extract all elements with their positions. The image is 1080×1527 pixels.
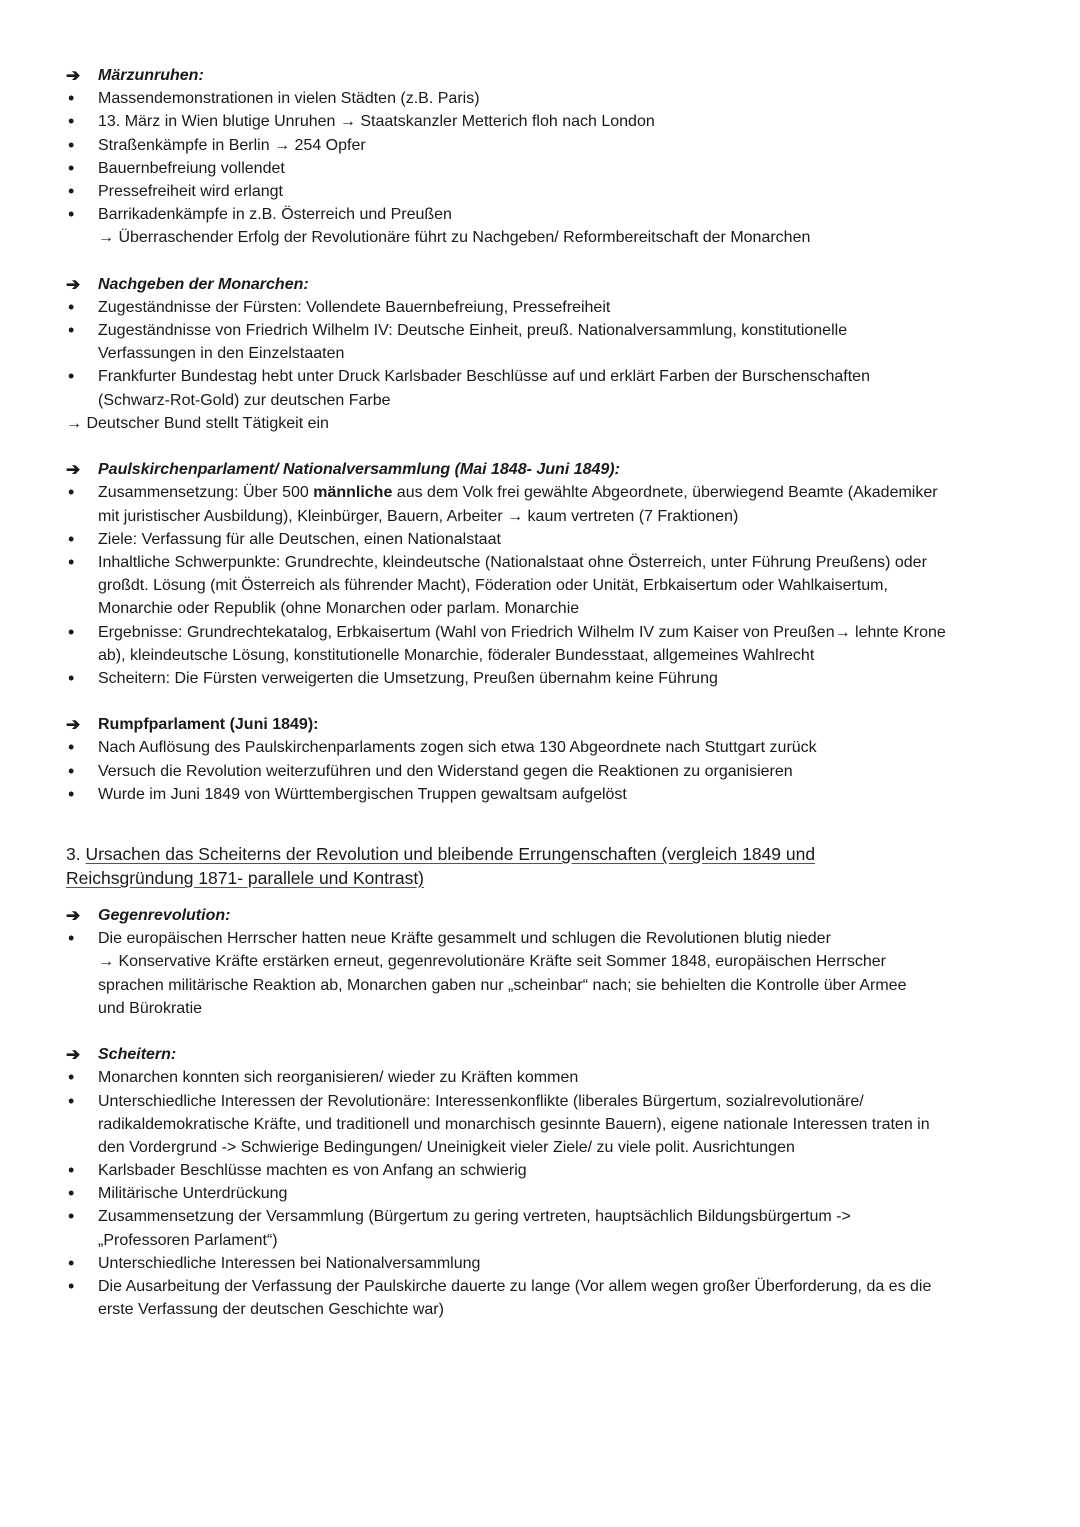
list-item-line	[66, 974, 1026, 997]
list-item-line	[66, 760, 1026, 783]
list-item-text: Nach Auflösung des Paulskirchenparlaments zogen sich etwa 130 Abgeordnete nach Stuttgart zurück	[98, 739, 817, 757]
arrow-right-icon	[66, 458, 80, 481]
list-item-line	[66, 1205, 1026, 1228]
arrow-right-icon	[66, 64, 80, 87]
text-segment: Zusammensetzung: Über 500	[98, 484, 314, 502]
bullet-icon	[68, 528, 74, 552]
list-item	[66, 1252, 1026, 1275]
list-item-line	[66, 180, 1026, 203]
list-item-text: großdt. Lösung (mit Österreich als führender Macht), Föderation oder Unität, Erbkaisertum oder Wahlkaisertum,	[98, 577, 888, 595]
list-item	[66, 528, 1026, 551]
list-item-text: den Vordergrund -> Schwierige Bedingungen/ Uneinigkeit vieler Ziele/ zu viele polit. Ausrichtungen	[98, 1138, 795, 1156]
chapter-title-text: Reichsgründung 1871- parallele und Kontrast)	[66, 868, 425, 888]
list-item	[66, 110, 1026, 133]
text-segment: aus dem Volk frei gewählte Abgeordnete, überwiegend Beamte (Akademiker	[392, 484, 938, 502]
list-item	[66, 296, 1026, 319]
list-item	[66, 1090, 1026, 1160]
bullet-icon	[68, 667, 74, 691]
chapter-title-text: Ursachen das Scheiterns der Revolution und bleibende Errungenschaften (vergleich 1849 und	[85, 844, 816, 864]
list-item-text: Bauernbefreiung vollendet	[98, 159, 285, 177]
list-item-text: Zugeständnisse der Fürsten: Vollendete Bauernbefreiung, Pressefreiheit	[98, 298, 611, 316]
list-item-text: → Überraschender Erfolg der Revolutionäre führt zu Nachgeben/ Reformbereitschaft der Monarchen	[98, 229, 811, 247]
list-item-text: Monarchie oder Republik (ohne Monarchen oder parlam. Monarchie	[98, 600, 580, 618]
list-item-line	[66, 1066, 1026, 1089]
list-item-line	[66, 203, 1026, 226]
list-item	[66, 551, 1026, 621]
bullet-icon	[68, 296, 74, 320]
list-item	[66, 203, 1026, 249]
list-item	[66, 667, 1026, 690]
list-item-line	[66, 481, 1026, 504]
bullet-icon	[68, 1182, 74, 1206]
list-item-line	[66, 528, 1026, 551]
section-heading	[66, 713, 1026, 736]
bullet-icon	[68, 621, 74, 645]
list-item-text: Monarchen konnten sich reorganisieren/ wieder zu Kräften kommen	[98, 1069, 579, 1087]
list-item-line	[66, 342, 1026, 365]
chapter-heading	[66, 842, 1026, 890]
bullet-icon	[68, 1205, 74, 1229]
list-item-text: mit juristischer Ausbildung), Kleinbürger, Bauern, Arbeiter → kaum vertreten (7 Fraktionen)	[98, 507, 739, 525]
arrow-right-icon	[66, 713, 80, 736]
bullet-icon	[68, 134, 74, 158]
list-item-line	[66, 574, 1026, 597]
list-item-text: Zusammensetzung der Versammlung (Bürgertum zu gering vertreten, hauptsächlich Bildungsbürgertum ->	[98, 1208, 851, 1226]
arrow-right-icon	[66, 273, 80, 296]
list-item-text: (Schwarz-Rot-Gold) zur deutschen Farbe	[98, 391, 391, 409]
list-item	[66, 621, 1026, 667]
list-item-line	[66, 134, 1026, 157]
chapter-title-line	[66, 866, 1026, 890]
list-item-line	[66, 997, 1026, 1020]
list-item-text: sprachen militärische Reaktion ab, Monarchen gaben nur „scheinbar“ nach; sie behielten die Kontrolle über Armee	[98, 976, 907, 994]
arrow-right-icon	[66, 1043, 80, 1066]
list-item-line	[66, 551, 1026, 574]
bullet-icon	[68, 203, 74, 227]
list-item-text: Wurde im Juni 1849 von Württembergischen Truppen gewaltsam aufgelöst	[98, 785, 627, 803]
list-item-text: Barrikadenkämpfe in z.B. Österreich und Preußen	[98, 206, 452, 224]
list-item	[66, 927, 1026, 1020]
section-heading	[66, 458, 1026, 481]
topic-section	[66, 713, 1026, 806]
list-item	[66, 783, 1026, 806]
list-item-line	[66, 1252, 1026, 1275]
list-item-text: 13. März in Wien blutige Unruhen → Staatskanzler Metterich floh nach London	[98, 113, 655, 131]
list-item	[66, 736, 1026, 759]
list-item-text: „Professoren Parlament“)	[98, 1231, 278, 1249]
list-item-text: Militärische Unterdrückung	[98, 1185, 288, 1203]
bullet-icon	[68, 760, 74, 784]
topic-section	[66, 1043, 1026, 1321]
bullet-icon	[68, 1252, 74, 1276]
bullet-icon	[68, 927, 74, 951]
list-item-text: Frankfurter Bundestag hebt unter Druck Karlsbader Beschlüsse auf und erklärt Farben der Burschenschaften	[98, 368, 870, 386]
bullet-icon	[68, 1066, 74, 1090]
section-heading-text: Märzunruhen:	[98, 67, 204, 84]
list-item-line	[66, 667, 1026, 690]
list-item-text: Straßenkämpfe in Berlin → 254 Opfer	[98, 136, 366, 154]
section-heading	[66, 1043, 1026, 1066]
list-item-text: Ergebnisse: Grundrechtekatalog, Erbkaisertum (Wahl von Friedrich Wilhelm IV zum Kaiser von Preußen→ lehnte Krone	[98, 623, 946, 641]
bullet-icon	[68, 551, 74, 575]
bullet-icon	[68, 157, 74, 181]
chapter-number: 3.	[66, 844, 86, 864]
topic-section	[66, 273, 1026, 435]
list-item-line	[66, 621, 1026, 644]
list-item-line	[66, 1229, 1026, 1252]
list-item	[66, 87, 1026, 110]
list-item-text: Die Ausarbeitung der Verfassung der Paulskirche dauerte zu lange (Vor allem wegen großer Überforderung, da es die	[98, 1278, 932, 1295]
bullet-icon	[68, 1090, 74, 1114]
bullet-icon	[68, 110, 74, 134]
list-item-line	[66, 597, 1026, 620]
list-item-text: Massendemonstrationen in vielen Städten (z.B. Paris)	[98, 90, 480, 108]
list-item-line	[66, 87, 1026, 110]
list-item-line	[66, 157, 1026, 180]
list-item-text: → Konservative Kräfte erstärken erneut, gegenrevolutionäre Kräfte seit Sommer 1848, europäischen Herrscher	[98, 953, 886, 971]
bullet-icon	[68, 180, 74, 204]
bullet-icon	[68, 481, 74, 505]
list-item	[66, 319, 1026, 365]
list-item	[66, 481, 1026, 527]
list-item	[66, 180, 1026, 203]
list-item-text: Versuch die Revolution weiterzuführen und den Widerstand gegen die Reaktionen zu organisieren	[98, 762, 793, 780]
list-item	[66, 1205, 1026, 1251]
list-item-line	[66, 1113, 1026, 1136]
list-item-text: radikaldemokratische Kräfte, und traditionell und monarchisch gesinnte Bauern), eigene nationale Interessen traten in	[98, 1115, 930, 1133]
list-item-text: Karlsbader Beschlüsse machten es von Anfang an schwierig	[98, 1162, 527, 1180]
list-item-line	[66, 296, 1026, 319]
section-heading	[66, 273, 1026, 296]
section-heading-text: Rumpfparlament (Juni 1849):	[98, 716, 319, 734]
list-item-line	[66, 1275, 1026, 1298]
bullet-icon	[68, 319, 74, 343]
chapter-title-line	[66, 842, 1026, 866]
list-item-text: Verfassungen in den Einzelstaaten	[98, 345, 345, 363]
list-item	[66, 1066, 1026, 1089]
conclusion-line: → Deutscher Bund stellt Tätigkeit ein	[66, 414, 329, 432]
list-item	[66, 365, 1026, 411]
list-item-text: Pressefreiheit wird erlangt	[98, 182, 283, 200]
list-item-line	[66, 736, 1026, 759]
bullet-icon	[68, 1159, 74, 1183]
section-heading	[66, 64, 1026, 87]
list-item-line	[66, 1182, 1026, 1205]
list-item-line	[66, 1136, 1026, 1159]
list-item-text: Die europäischen Herrscher hatten neue Kräfte gesammelt und schlugen die Revolutionen blutig nieder	[98, 930, 831, 948]
list-item-line	[66, 1090, 1026, 1113]
list-item	[66, 1159, 1026, 1182]
list-item	[66, 760, 1026, 783]
topic-section	[66, 458, 1026, 690]
topic-section	[66, 904, 1026, 1020]
list-item-line	[66, 110, 1026, 133]
bullet-icon	[68, 1275, 74, 1299]
bullet-icon	[68, 365, 74, 389]
section-heading-text: Scheitern:	[98, 1046, 177, 1064]
list-item	[66, 1275, 1026, 1321]
list-item-text: Zugeständnisse von Friedrich Wilhelm IV: Deutsche Einheit, preuß. Nationalversammlung, konstitutionelle	[98, 322, 848, 340]
list-item-line	[66, 644, 1026, 667]
list-item	[66, 157, 1026, 180]
list-item	[66, 134, 1026, 157]
list-item-text: erste Verfassung der deutschen Geschichte war)	[98, 1301, 444, 1319]
list-item-line	[66, 389, 1026, 412]
list-item-line	[66, 1159, 1026, 1182]
list-item-line	[66, 365, 1026, 388]
list-item	[66, 1182, 1026, 1205]
list-item-line	[66, 950, 1026, 973]
section-heading-text: Paulskirchenparlament/ Nationalversammlung (Mai 1848- Juni 1849):	[98, 461, 620, 479]
document-page	[66, 64, 1026, 1321]
bullet-icon	[68, 87, 74, 111]
bold-text: männliche	[313, 484, 393, 502]
list-item-line	[66, 319, 1026, 342]
list-item-line	[66, 783, 1026, 806]
topic-section	[66, 64, 1026, 250]
list-item-line	[66, 927, 1026, 950]
section-heading-text: Gegenrevolution:	[98, 907, 231, 924]
list-item-text: Scheitern: Die Fürsten verweigerten die Umsetzung, Preußen übernahm keine Führung	[98, 669, 718, 687]
arrow-right-icon	[66, 904, 80, 927]
list-item-text: Unterschiedliche Interessen der Revolutionäre: Interessenkonflikte (liberales Bürgertum, sozialrevolutionäre/	[98, 1092, 864, 1110]
list-item-text: und Bürokratie	[98, 999, 203, 1017]
list-item-line	[66, 226, 1026, 249]
bullet-icon	[68, 736, 74, 760]
list-item-line	[66, 505, 1026, 528]
list-item-text: Ziele: Verfassung für alle Deutschen, einen Nationalstaat	[98, 530, 501, 548]
list-item-text: Unterschiedliche Interessen bei Nationalversammlung	[98, 1254, 481, 1272]
list-item-text: ab), kleindeutsche Lösung, konstitutionelle Monarchie, föderaler Bundesstaat, allgemeines Wahlrecht	[98, 646, 815, 664]
list-item-text: Inhaltliche Schwerpunkte: Grundrechte, kleindeutsche (Nationalstaat ohne Österreich, unter Führung Preußens) oder	[98, 553, 927, 571]
bullet-icon	[68, 783, 74, 807]
section-heading	[66, 904, 1026, 927]
section-heading-text: Nachgeben der Monarchen:	[98, 275, 309, 293]
list-item-line	[66, 1298, 1026, 1321]
